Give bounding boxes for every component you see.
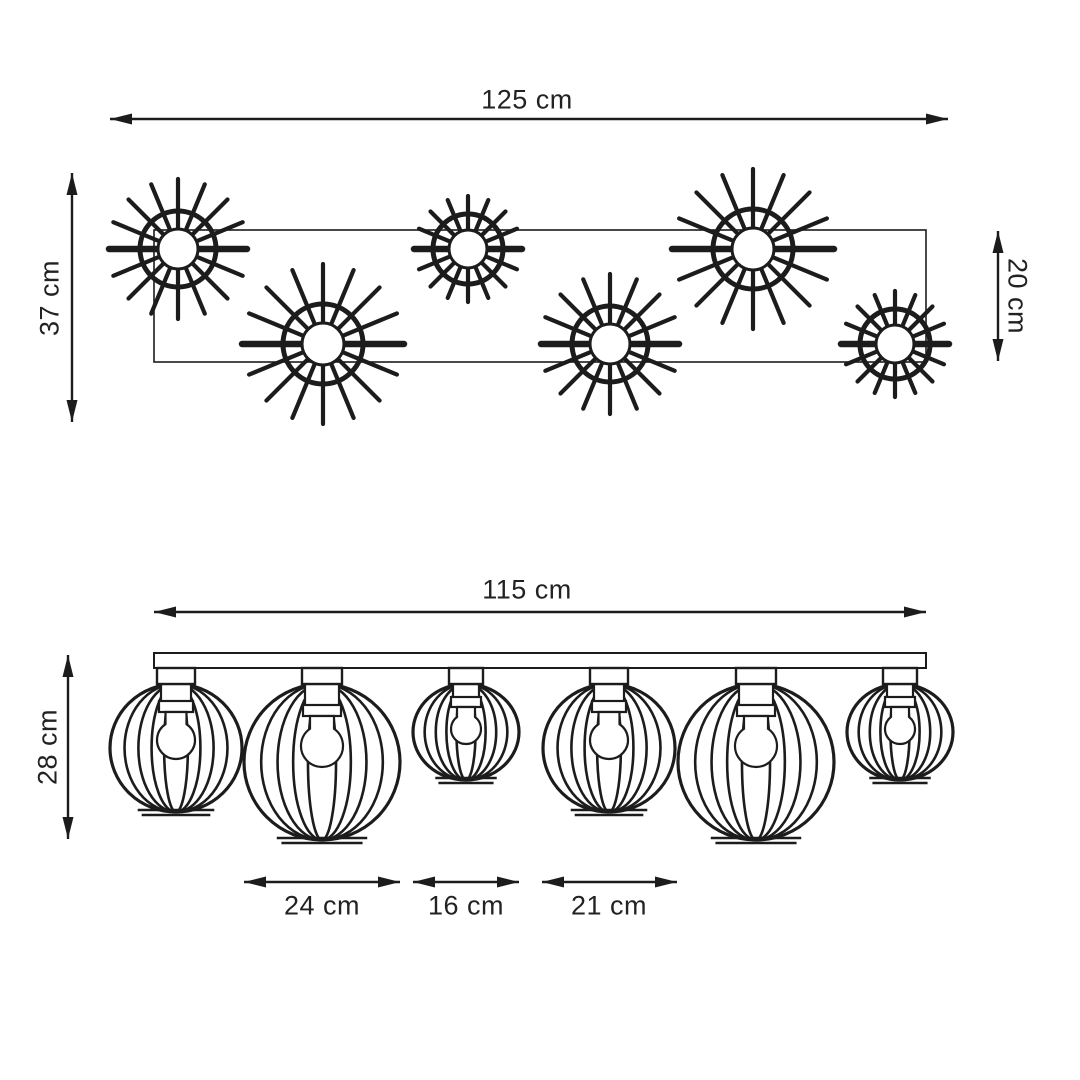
dim-label-overall-depth: 37 cm (34, 259, 65, 337)
dim-shade-large (244, 877, 400, 888)
bulb-collar (885, 697, 915, 707)
cage-shade-6 (847, 668, 953, 783)
bulb-collar (303, 705, 341, 716)
sunburst-shade-3 (414, 196, 522, 302)
sunburst-shade-1 (109, 179, 247, 319)
dim-label-overall-width: 125 cm (481, 84, 573, 115)
socket (449, 668, 483, 684)
dim-label-shade-medium: 21 cm (570, 890, 648, 921)
dim-shade-medium (542, 877, 677, 888)
light-bulb (885, 707, 915, 744)
sunburst-shade-2 (242, 264, 404, 424)
dim-plate-depth-arrowhead (993, 231, 1004, 253)
center-opening (732, 228, 774, 270)
cage-shade-3 (413, 668, 519, 783)
sunburst-shade-5 (672, 169, 834, 329)
center-opening (158, 229, 198, 269)
light-bulb (301, 716, 343, 767)
dim-shade-small (413, 877, 519, 888)
center-opening (449, 230, 487, 268)
front-view (110, 653, 953, 843)
socket (590, 668, 628, 684)
dim-shade-large-arrowhead (378, 877, 400, 888)
bulb-collar (592, 701, 626, 712)
ceiling-bar (154, 653, 926, 668)
sunburst-shade-4 (541, 274, 679, 414)
bulb-collar (159, 701, 193, 712)
dim-front-height-arrowhead (63, 655, 74, 677)
bulb-neck (305, 684, 339, 707)
dim-bar-width-arrowhead (904, 607, 926, 618)
cage-shade-5 (678, 668, 834, 843)
dim-overall-width-arrowhead (110, 114, 132, 125)
dim-shade-medium-arrowhead (542, 877, 564, 888)
bulb-neck (739, 684, 773, 707)
cage-shade-4 (543, 668, 675, 815)
dim-shade-medium-arrowhead (655, 877, 677, 888)
dim-shade-small-arrowhead (497, 877, 519, 888)
light-bulb (157, 712, 195, 759)
light-bulb (451, 707, 481, 744)
dim-bar-width-arrowhead (154, 607, 176, 618)
dim-front-height-arrowhead (63, 817, 74, 839)
dim-label-shade-large: 24 cm (283, 890, 361, 921)
dim-label-plate-depth: 20 cm (1002, 257, 1033, 335)
center-opening (876, 325, 914, 363)
dim-bar-width (154, 607, 926, 618)
dim-front-height (63, 655, 74, 839)
center-opening (302, 323, 344, 365)
bulb-collar (451, 697, 481, 707)
dim-label-bar-width: 115 cm (482, 574, 572, 605)
socket (883, 668, 917, 684)
center-opening (590, 324, 630, 364)
dim-label-shade-small: 16 cm (427, 890, 505, 921)
dim-overall-depth (67, 173, 78, 422)
dim-overall-depth-arrowhead (67, 400, 78, 422)
socket (302, 668, 342, 684)
cage-shade-1 (110, 668, 242, 815)
dim-shade-large-arrowhead (244, 877, 266, 888)
sunburst-shade-6 (841, 291, 949, 397)
light-bulb (735, 716, 777, 767)
dim-overall-depth-arrowhead (67, 173, 78, 195)
dim-label-front-height: 28 cm (32, 708, 63, 786)
top-view (109, 169, 949, 424)
cage-shade-2 (244, 668, 400, 843)
dim-shade-small-arrowhead (413, 877, 435, 888)
socket (736, 668, 776, 684)
bulb-collar (737, 705, 775, 716)
socket (157, 668, 195, 684)
dim-overall-width-arrowhead (926, 114, 948, 125)
light-bulb (590, 712, 628, 759)
dim-plate-depth-arrowhead (993, 339, 1004, 361)
